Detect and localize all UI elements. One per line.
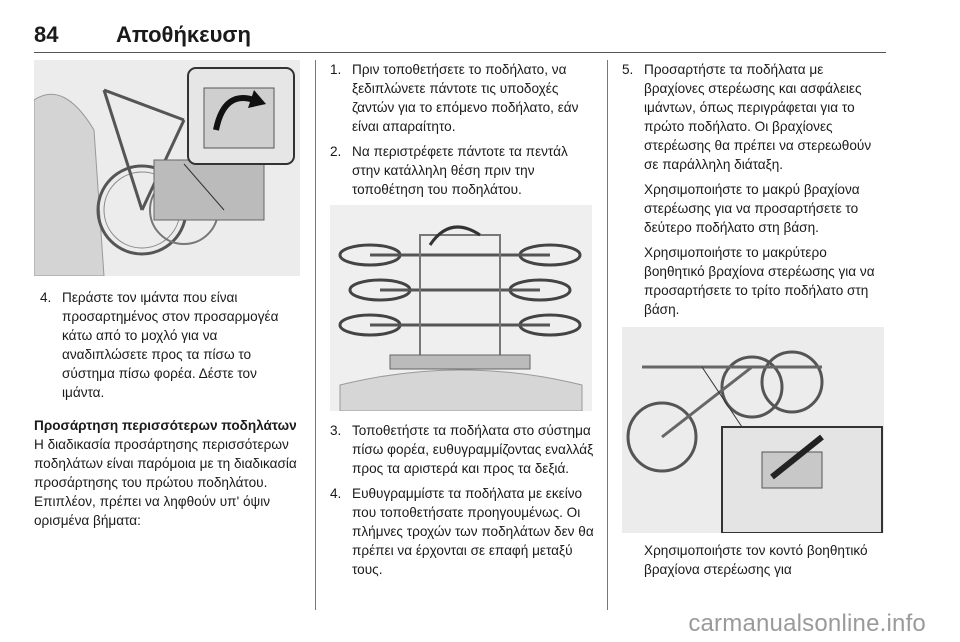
column-divider-right <box>607 60 608 610</box>
step-text: Να περιστρέφετε πάντοτε τα πεντάλ στην κατάλληλη θέση πριν την τοποθέτηση του ποδηλάτου. <box>352 144 568 197</box>
page-header <box>34 22 886 52</box>
step-text: Τοποθετήστε τα ποδήλατα στο σύστημα πίσω φορέα, ευθυγραμμίζοντας εναλλάξ προς τα αριστερά και προς τα δεξιά. <box>352 423 594 476</box>
column-divider-left <box>315 60 316 610</box>
step-number: 3. <box>330 423 342 438</box>
header-divider <box>34 52 886 53</box>
paragraph-short-arm: Χρησιμοποιήστε τον κοντό βοηθητικό βραχίονα στερέωσης για <box>644 543 868 577</box>
intro-paragraph: Η διαδικασία προσάρτησης περισσότερων ποδηλάτων είναι παρόμοια με τη διαδικασία προσάρτησης του πρώτου ποδηλάτου. Επιπλέον, πρέπει να ληφθούν υπ' όψιν ορισμένα βήματα: <box>34 437 297 528</box>
step-text: Πριν τοποθετήσετε το ποδήλατο, να ξεδιπλώνετε πάντοτε τις υποδοχές ζαντών για το επόμενο ποδήλατο, εάν είναι απαραίτητο. <box>352 62 579 134</box>
illustration-mounting-arm-detail <box>622 327 884 533</box>
step-3 <box>330 421 594 478</box>
illustration-rear-carrier-strap <box>34 60 300 276</box>
section-title: Αποθήκευση <box>116 22 251 47</box>
paragraph-third-bike: Χρησιμοποιήστε το μακρύτερο βοηθητικό βραχίονα στερέωσης για να προσαρτήσετε το τρίτο ποδήλατο στη βάση. <box>644 245 875 317</box>
step-1 <box>330 60 594 136</box>
column-right <box>622 60 886 579</box>
step-number: 4. <box>40 290 52 305</box>
step-number: 1. <box>330 62 342 77</box>
step-number: 4. <box>330 486 342 501</box>
step-number: 2. <box>330 144 342 159</box>
step-text: Ευθυγραμμίστε τα ποδήλατα με εκείνο που τοποθετήσατε προηγουμένως. Οι πλήμνες τροχών των ποδηλάτων δεν θα πρέπει να έρχονται σε επαφή μεταξύ τους. <box>352 486 594 577</box>
steps-list-bottom <box>330 421 594 579</box>
column-left <box>34 60 300 530</box>
column-middle <box>330 60 594 585</box>
step-text: Περάστε τον ιμάντα που είναι προσαρτημένος στον προσαρμογέα κάτω από το μοχλό για να αναδιπλώσετε προς τα πίσω το σύστημα πίσω φορέα. Δέστε τον ιμάντα. <box>62 290 279 400</box>
step-4 <box>34 288 300 402</box>
subheading-more-bikes: Προσάρτηση περισσότερων ποδηλάτων <box>34 418 297 433</box>
step-4b <box>330 484 594 579</box>
step-number: 5. <box>622 62 634 77</box>
step-text: Προσαρτήστε τα ποδήλατα με βραχίονες στερέωσης και ασφάλειες ιμάντων, όπως περιγράφεται για το πρώτο ποδήλατο. Οι βραχίονες στερέωσης θα πρέπει να στερεωθούν σε παράλληλη διάταξη. <box>644 62 872 172</box>
step-5 <box>622 60 886 174</box>
watermark: carmanualsonline.info <box>688 610 926 637</box>
page-number: 84 <box>34 22 59 47</box>
steps-list-top <box>330 60 594 199</box>
step-2 <box>330 142 594 199</box>
paragraph-second-bike: Χρησιμοποιήστε το μακρύ βραχίονα στερέωσης για να προσαρτήσετε το δεύτερο ποδήλατο στη βάση. <box>644 182 860 235</box>
illustration-bikes-top-view <box>330 205 592 411</box>
